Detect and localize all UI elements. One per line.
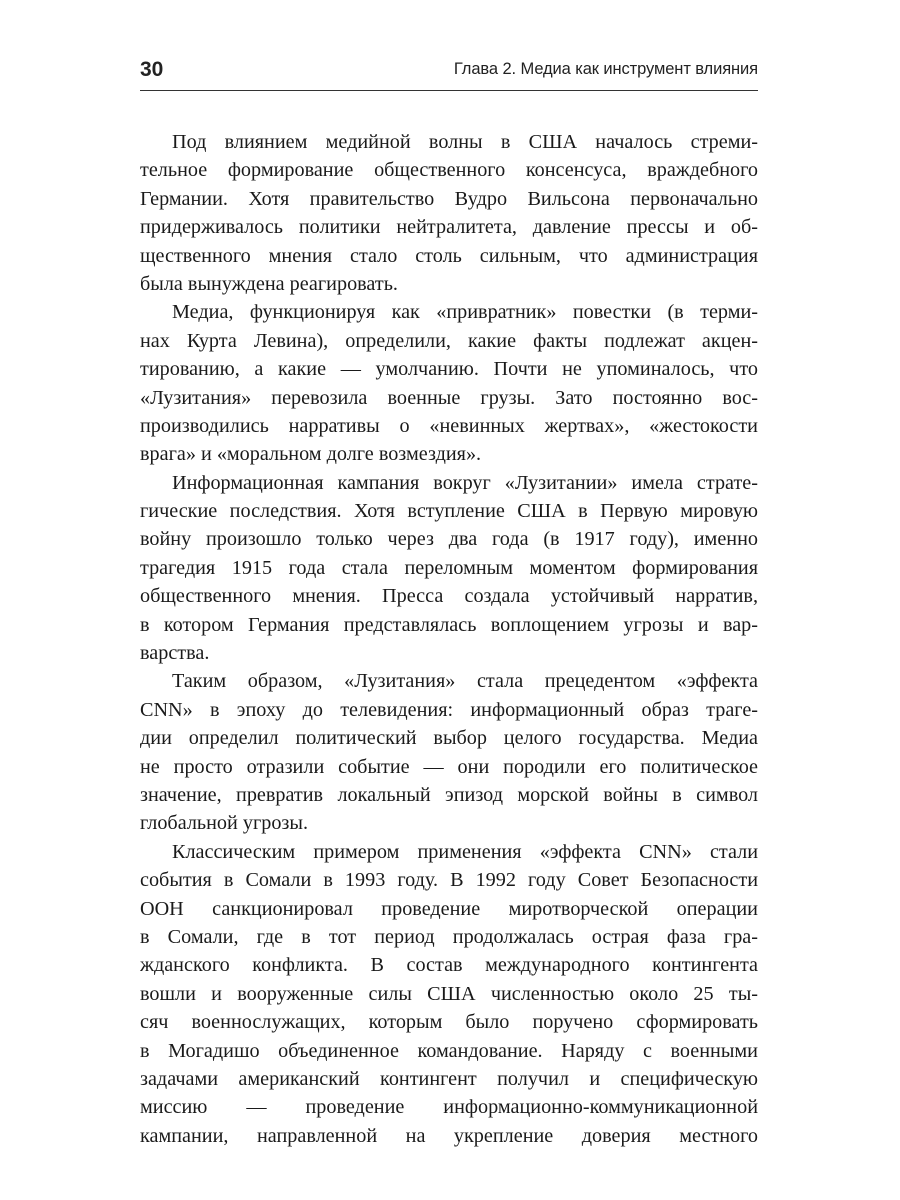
paragraph-3: [140, 469, 758, 668]
page-header: [140, 56, 758, 91]
text-line: врага» и «моральном долге возмездия».: [140, 443, 482, 466]
text-line: «Лузитания» перевозила военные грузы. Зато постоянно вос-: [140, 386, 758, 409]
text-line: Классическим примером применения «эффекта CNN» стали: [172, 840, 758, 863]
text-line: кампании, направленной на укрепление доверия местного: [140, 1124, 758, 1147]
paragraph-2: [140, 298, 758, 468]
text-line: Под влиянием медийной волны в США началось стреми-: [172, 131, 758, 153]
text-line: глобальной угрозы.: [140, 812, 309, 835]
paragraph-5: [140, 838, 758, 1150]
text-line: в Могадишо объединенное командование. Наряду с военными: [140, 1039, 758, 1062]
text-line: события в Сомали в 1993 году. В 1992 году Совет Безопасности: [140, 869, 758, 892]
text-line: жданского конфликта. В состав международного контингента: [140, 954, 758, 977]
text-line: щественного мнения стало столь сильным, что администрация: [140, 244, 758, 267]
text-line: миссию — проведение информационно-коммуникационной: [140, 1096, 758, 1119]
text-line: Информационная кампания вокруг «Лузитании» имела страте-: [172, 471, 758, 494]
text-line: нах Курта Левина), определили, какие факты подлежат акцен-: [140, 329, 758, 352]
text-line: тельное формирование общественного консенсуса, враждебного: [140, 159, 758, 182]
page-number: 30: [140, 58, 164, 81]
text-line: Германии. Хотя правительство Вудро Вильсона первоначально: [140, 187, 758, 210]
text-line: Медиа, функционируя как «привратник» повестки (в терми-: [172, 301, 758, 324]
text-line: общественного мнения. Пресса создала устойчивый нарратив,: [140, 585, 758, 608]
paragraph-1: [140, 128, 758, 298]
text-line: CNN» в эпоху до телевидения: информационный образ траге-: [140, 698, 758, 721]
text-line: сяч военнослужащих, которым было поручено сформировать: [140, 1011, 758, 1034]
text-line: вошли и вооруженные силы США численностью около 25 ты-: [140, 982, 758, 1005]
text-line: дии определил политический выбор целого государства. Медиа: [140, 727, 758, 750]
text-line: ООН санкционировал проведение миротворческой операции: [140, 897, 758, 920]
text-line: гические последствия. Хотя вступление США в Первую мировую: [140, 500, 758, 523]
text-line: задачами американский контингент получил и специфическую: [140, 1067, 758, 1090]
text-line: варства.: [140, 642, 210, 665]
text-line: придерживалось политики нейтралитета, давление прессы и об-: [140, 216, 758, 239]
text-line: не просто отразили событие — они породили его политическое: [140, 755, 758, 778]
text-line: трагедия 1915 года стала переломным моментом формирования: [140, 556, 758, 579]
paragraph-4: [140, 667, 758, 837]
text-line: значение, превратив локальный эпизод морской войны в символ: [140, 783, 758, 806]
running-head: Глава 2. Медиа как инструмент влияния: [453, 60, 758, 78]
text-line: войну произошло только через два года (в 1917 году), именно: [140, 528, 758, 551]
text-line: Таким образом, «Лузитания» стала прецедентом «эффекта: [172, 670, 758, 693]
text-line: в котором Германия представлялась воплощением угрозы и вар-: [140, 613, 758, 636]
body-text: [140, 128, 758, 1150]
text-line: тированию, а какие — умолчанию. Почти не упоминалось, что: [140, 358, 758, 381]
text-line: в Сомали, где в тот период продолжалась острая фаза гра-: [140, 925, 758, 948]
text-line: производились нарративы о «невинных жертвах», «жестокости: [140, 414, 758, 437]
text-line: была вынуждена реагировать.: [140, 272, 398, 295]
